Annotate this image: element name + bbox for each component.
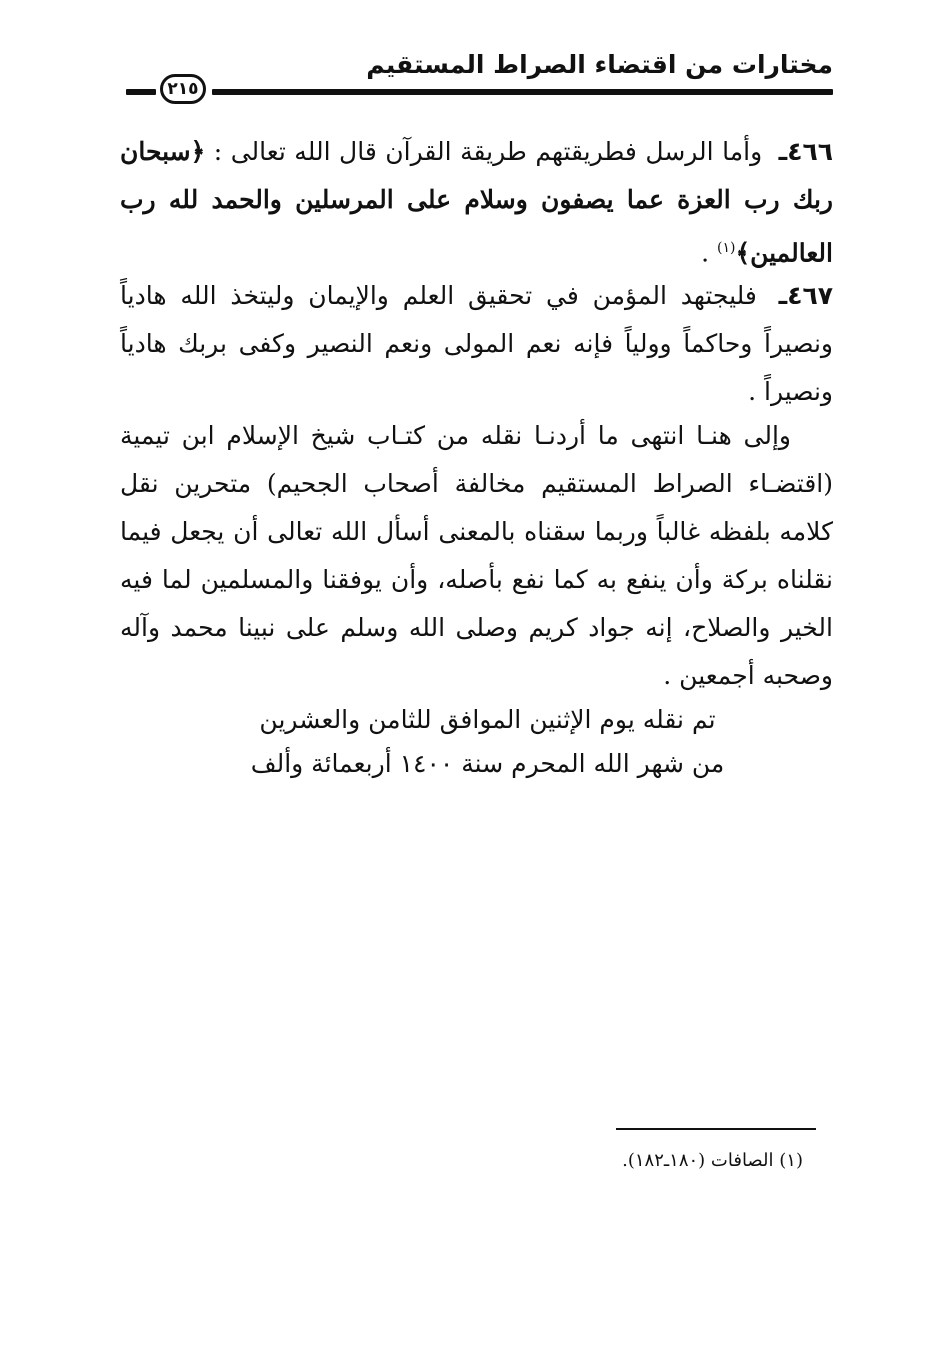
running-header-title: مختارات من اقتضاء الصراط المستقيم: [366, 50, 833, 79]
item-number: ٤٦٦ـ: [778, 137, 833, 166]
quran-verse: ﴿سبحان ربك رب العزة عما يصفون وسلام على المرسلين والحمد لله رب العالمين﴾: [120, 137, 833, 268]
numbered-item-467: [120, 272, 833, 416]
footnote-text: الصافات (١٨٠ـ١٨٢).: [622, 1150, 774, 1171]
colophon-line-2: من شهر الله المحرم سنة ١٤٠٠ أربعمائة وألف: [250, 749, 725, 778]
footnote-marker: (١): [779, 1150, 803, 1171]
item-text-end: .: [701, 238, 710, 268]
item-text: فليجتهد المؤمن في تحقيق العلم والإيمان وليتخذ الله هادياً ونصيراً وحاكماً وولياً فإنه نعم المولى ونعم النصير وكفى بربك هادياً ونصيراً .: [120, 281, 833, 406]
footnote-reference[interactable]: (١): [716, 240, 736, 256]
closing-paragraph: وإلى هنـا انتهى ما أردنـا نقله من كتـاب شيخ الإسلام ابن تيمية (اقتضـاء الصراط المستقيم مخالفة أصحاب الجحيم) متحرين نقل كلامه بلفظه غالباً وربما سقناه بالمعنى أسأل الله تعالى أن يجعل فيما نقلناه بركة وأن ينفع به كما نفع بأصله، وأن يوفقنا والمسلمين لما فيه الخير والصلاح، إنه جواد كريم وصلى الله وسلم على نبينا محمد وآله وصحبه أجمعين .: [120, 421, 833, 690]
item-text: وأما الرسل فطريقتهم طريقة القرآن قال الله تعالى :: [213, 137, 763, 166]
footnote: [622, 1150, 803, 1171]
numbered-item-466: [120, 128, 833, 277]
item-number: ٤٦٧ـ: [778, 281, 833, 310]
footnote-separator: [616, 1128, 816, 1130]
page-number: ٢١٥: [160, 74, 206, 104]
header-rule-end: [126, 89, 156, 95]
colophon-line-1: تم نقله يوم الإثنين الموافق للثامن والعشرين: [259, 705, 716, 734]
header-rule: [212, 89, 833, 95]
colophon: [0, 698, 945, 786]
